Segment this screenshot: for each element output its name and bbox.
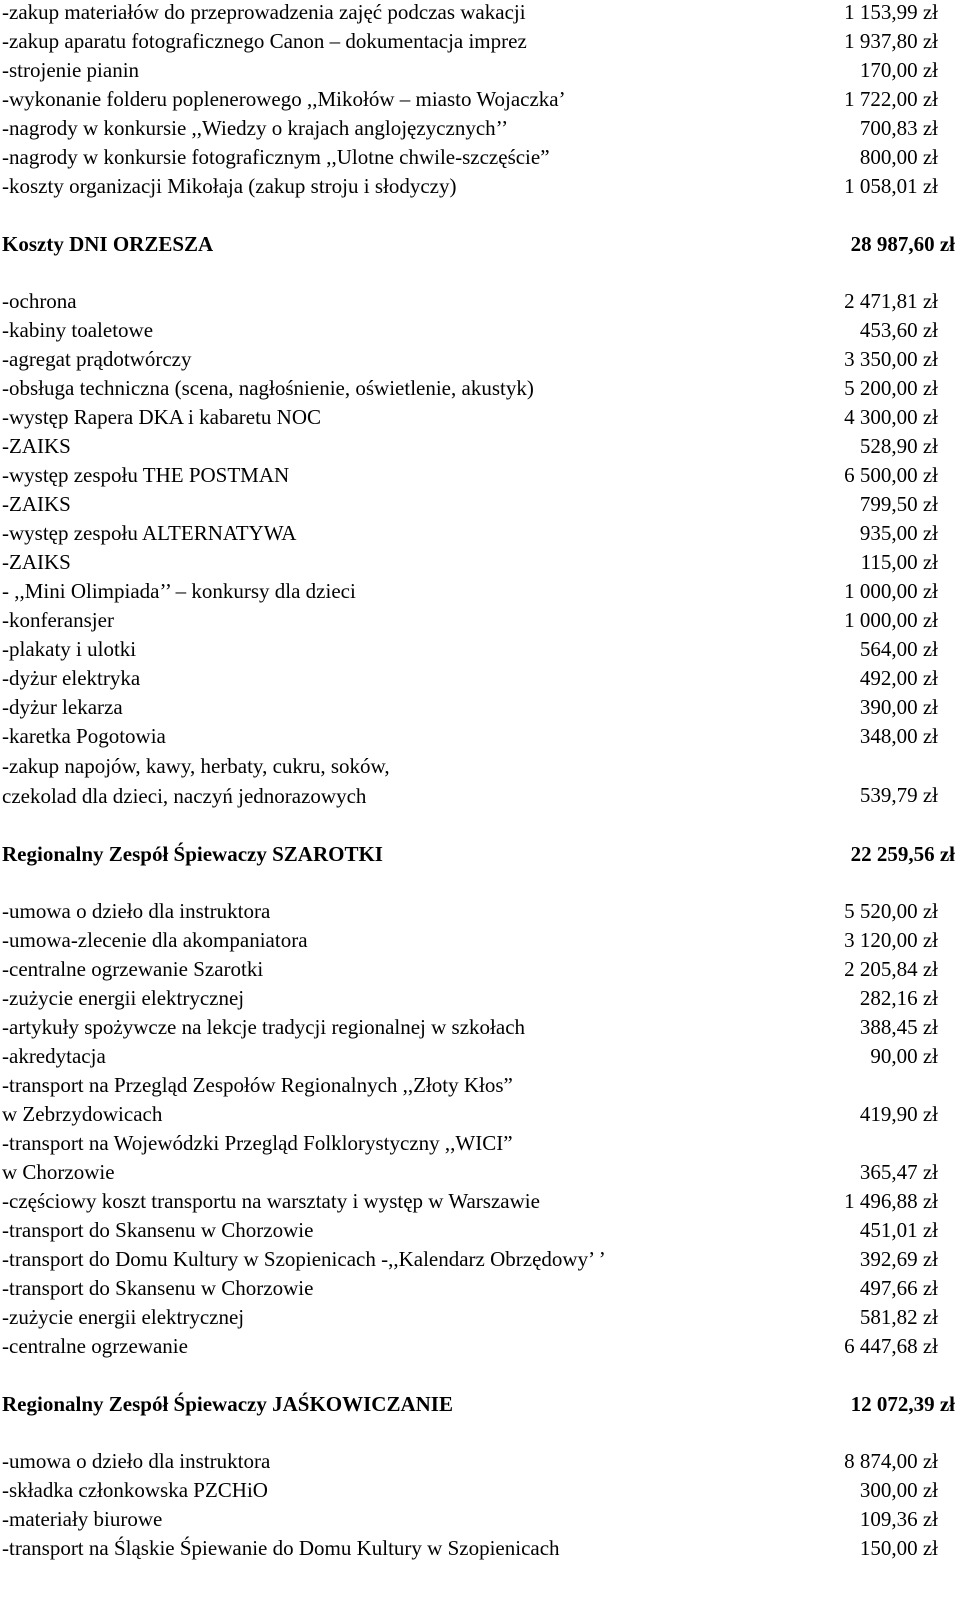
cost-row xyxy=(0,1245,960,1274)
cost-row xyxy=(0,490,960,519)
section-title: Regionalny Zespół Śpiewaczy JAŚKOWICZANIE xyxy=(2,1392,453,1416)
cost-amount: 528,90 zł xyxy=(859,434,938,458)
cost-amount: 348,00 zł xyxy=(859,724,938,748)
spacer xyxy=(0,1361,960,1389)
cost-row xyxy=(0,1332,960,1361)
cost-row xyxy=(0,955,960,984)
cost-label: -plakaty i ulotki xyxy=(2,637,137,661)
cost-label: -wykonanie folderu poplenerowego ,,Mikołów – miasto Wojaczka’ xyxy=(2,87,566,111)
spacer xyxy=(0,1419,960,1447)
cost-row xyxy=(0,172,960,201)
section-total: 28 987,60 zł xyxy=(850,232,955,256)
cost-amount: 5 200,00 zł xyxy=(844,376,938,400)
cost-row xyxy=(0,664,960,693)
cost-amount: 300,00 zł xyxy=(859,1478,938,1502)
cost-row-wrapped xyxy=(0,751,960,811)
cost-amount: 90,00 zł xyxy=(870,1044,938,1068)
cost-label: -zakup materiałów do przeprowadzenia zajęć podczas wakacji xyxy=(2,0,526,24)
cost-amount: 800,00 zł xyxy=(859,145,938,169)
cost-amount: 2 471,81 zł xyxy=(844,289,938,313)
cost-row xyxy=(0,926,960,955)
cost-row xyxy=(0,897,960,926)
cost-row xyxy=(0,984,960,1013)
cost-row xyxy=(0,1274,960,1303)
cost-label: -umowa o dzieło dla instruktora xyxy=(2,899,271,923)
cost-label: -strojenie pianin xyxy=(2,58,140,82)
jaskowiczanie-items xyxy=(0,1447,960,1563)
cost-amount: 2 205,84 zł xyxy=(844,957,938,981)
spacer xyxy=(0,259,960,287)
dni-orzesza-items xyxy=(0,287,960,811)
cost-amount: 392,69 zł xyxy=(859,1247,938,1271)
cost-label: -akredytacja xyxy=(2,1044,106,1068)
cost-amount: 1 722,00 zł xyxy=(844,87,938,111)
cost-label: -kabiny toaletowe xyxy=(2,318,154,342)
section-title: Regionalny Zespół Śpiewaczy SZAROTKI xyxy=(2,842,383,866)
cost-row xyxy=(0,345,960,374)
cost-amount: 492,00 zł xyxy=(859,666,938,690)
cost-amount: 1 153,99 zł xyxy=(844,0,938,24)
cost-label: -transport na Przegląd Zespołów Regionalnych ,,Złoty Kłos” w Zebrzydowicach xyxy=(2,1073,513,1126)
cost-label: -ochrona xyxy=(2,289,77,313)
section-heading-dni-orzesza xyxy=(0,229,960,259)
section-total: 22 259,56 zł xyxy=(850,842,955,866)
cost-row xyxy=(0,693,960,722)
section-heading-szarotki xyxy=(0,839,960,869)
cost-row xyxy=(0,1303,960,1332)
cost-row xyxy=(0,519,960,548)
cost-row xyxy=(0,27,960,56)
cost-amount: 1 058,01 zł xyxy=(844,174,938,198)
cost-amount: 115,00 zł xyxy=(860,550,938,574)
cost-amount: 109,36 zł xyxy=(859,1507,938,1531)
cost-row xyxy=(0,0,960,27)
cost-amount: 5 520,00 zł xyxy=(844,899,938,923)
cost-row xyxy=(0,1187,960,1216)
cost-row xyxy=(0,432,960,461)
cost-label: -dyżur elektryka xyxy=(2,666,141,690)
cost-label: -transport do Domu Kultury w Szopienicach -,,Kalendarz Obrzędowy’ ’ xyxy=(2,1247,606,1271)
cost-amount: 419,90 zł xyxy=(859,1102,938,1126)
cost-amount: 6 447,68 zł xyxy=(844,1334,938,1358)
cost-row xyxy=(0,1534,960,1563)
cost-row-wrapped xyxy=(0,1071,960,1129)
cost-label: -materiały biurowe xyxy=(2,1507,163,1531)
section-title: Koszty DNI ORZESZA xyxy=(2,232,214,256)
cost-amount: 799,50 zł xyxy=(859,492,938,516)
cost-label: -agregat prądotwórczy xyxy=(2,347,192,371)
cost-label: -koszty organizacji Mikołaja (zakup stroju i słodyczy) xyxy=(2,174,457,198)
cost-label: -nagrody w konkursie fotograficznym ,,Ulotne chwile-szczęście” xyxy=(2,145,550,169)
cost-label: -transport na Śląskie Śpiewanie do Domu Kultury w Szopienicach xyxy=(2,1536,560,1560)
cost-row xyxy=(0,316,960,345)
cost-amount: 388,45 zł xyxy=(859,1015,938,1039)
cost-row xyxy=(0,606,960,635)
cost-label: -umowa o dzieło dla instruktora xyxy=(2,1449,271,1473)
cost-row xyxy=(0,1447,960,1476)
cost-label: -zużycie energii elektrycznej xyxy=(2,986,245,1010)
szarotki-items xyxy=(0,897,960,1361)
cost-amount: 497,66 zł xyxy=(859,1276,938,1300)
cost-amount: 170,00 zł xyxy=(859,58,938,82)
cost-amount: 6 500,00 zł xyxy=(844,463,938,487)
cost-label: -częściowy koszt transportu na warsztaty i występ w Warszawie xyxy=(2,1189,540,1213)
cost-label: -centralne ogrzewanie xyxy=(2,1334,188,1358)
cost-label: -nagrody w konkursie ,,Wiedzy o krajach anglojęzycznych’’ xyxy=(2,116,509,140)
cost-row xyxy=(0,577,960,606)
cost-label: -ZAIKS xyxy=(2,550,71,574)
cost-label: -konferansjer xyxy=(2,608,114,632)
cost-row xyxy=(0,1476,960,1505)
cost-row xyxy=(0,114,960,143)
spacer xyxy=(0,811,960,839)
cost-amount: 935,00 zł xyxy=(859,521,938,545)
cost-row xyxy=(0,1042,960,1071)
cost-amount: 8 874,00 zł xyxy=(844,1449,938,1473)
cost-row xyxy=(0,461,960,490)
cost-label: -karetka Pogotowia xyxy=(2,724,166,748)
cost-label: -obsługa techniczna (scena, nagłośnienie, oświetlenie, akustyk) xyxy=(2,376,534,400)
cost-row xyxy=(0,374,960,403)
cost-row xyxy=(0,403,960,432)
cost-amount: 700,83 zł xyxy=(859,116,938,140)
cost-label: -umowa-zlecenie dla akompaniatora xyxy=(2,928,308,952)
cost-label: - ,,Mini Olimpiada’’ – konkursy dla dzieci xyxy=(2,579,356,603)
cost-amount: 3 350,00 zł xyxy=(844,347,938,371)
cost-amount: 1 496,88 zł xyxy=(844,1189,938,1213)
cost-row xyxy=(0,1505,960,1534)
cost-label: -zużycie energii elektrycznej xyxy=(2,1305,245,1329)
cost-label: -zakup napojów, kawy, herbaty, cukru, soków, czekolad dla dzieci, naczyń jednorazowych xyxy=(2,754,390,808)
spacer xyxy=(0,201,960,229)
cost-amount: 282,16 zł xyxy=(859,986,938,1010)
cost-amount: 451,01 zł xyxy=(859,1218,938,1242)
cost-label: -występ Rapera DKA i kabaretu NOC xyxy=(2,405,321,429)
cost-row xyxy=(0,548,960,577)
cost-amount: 150,00 zł xyxy=(859,1536,938,1560)
cost-label: -dyżur lekarza xyxy=(2,695,123,719)
cost-amount: 564,00 zł xyxy=(859,637,938,661)
cost-amount: 1 000,00 zł xyxy=(844,608,938,632)
cost-row xyxy=(0,635,960,664)
cost-label: -transport do Skansenu w Chorzowie xyxy=(2,1218,314,1242)
cost-row xyxy=(0,287,960,316)
cost-label: -ZAIKS xyxy=(2,492,71,516)
cost-label: -artykuły spożywcze na lekcje tradycji regionalnej w szkołach xyxy=(2,1015,526,1039)
cost-label: -występ zespołu ALTERNATYWA xyxy=(2,521,297,545)
cost-row xyxy=(0,1216,960,1245)
cost-label: -transport na Wojewódzki Przegląd Folklorystyczny ,,WICI” w Chorzowie xyxy=(2,1131,513,1184)
cost-row xyxy=(0,56,960,85)
section-total: 12 072,39 zł xyxy=(850,1392,955,1416)
cost-amount: 581,82 zł xyxy=(859,1305,938,1329)
cost-amount: 1 000,00 zł xyxy=(844,579,938,603)
cost-row xyxy=(0,143,960,172)
cost-amount: 3 120,00 zł xyxy=(844,928,938,952)
cost-amount: 4 300,00 zł xyxy=(844,405,938,429)
top-items-list xyxy=(0,0,960,201)
section-heading-jaskowiczanie xyxy=(0,1389,960,1419)
cost-row xyxy=(0,1013,960,1042)
cost-amount: 1 937,80 zł xyxy=(844,29,938,53)
cost-label: -centralne ogrzewanie Szarotki xyxy=(2,957,264,981)
cost-label: -występ zespołu THE POSTMAN xyxy=(2,463,290,487)
spacer xyxy=(0,869,960,897)
cost-amount: 365,47 zł xyxy=(859,1160,938,1184)
cost-label: -zakup aparatu fotograficznego Canon – dokumentacja imprez xyxy=(2,29,527,53)
cost-row-wrapped xyxy=(0,1129,960,1187)
cost-row xyxy=(0,722,960,751)
cost-label: -ZAIKS xyxy=(2,434,71,458)
cost-amount: 453,60 zł xyxy=(859,318,938,342)
cost-amount: 390,00 zł xyxy=(859,695,938,719)
cost-amount: 539,79 zł xyxy=(859,783,938,807)
cost-row xyxy=(0,85,960,114)
cost-label: -składka członkowska PZCHiO xyxy=(2,1478,268,1502)
cost-label: -transport do Skansenu w Chorzowie xyxy=(2,1276,314,1300)
